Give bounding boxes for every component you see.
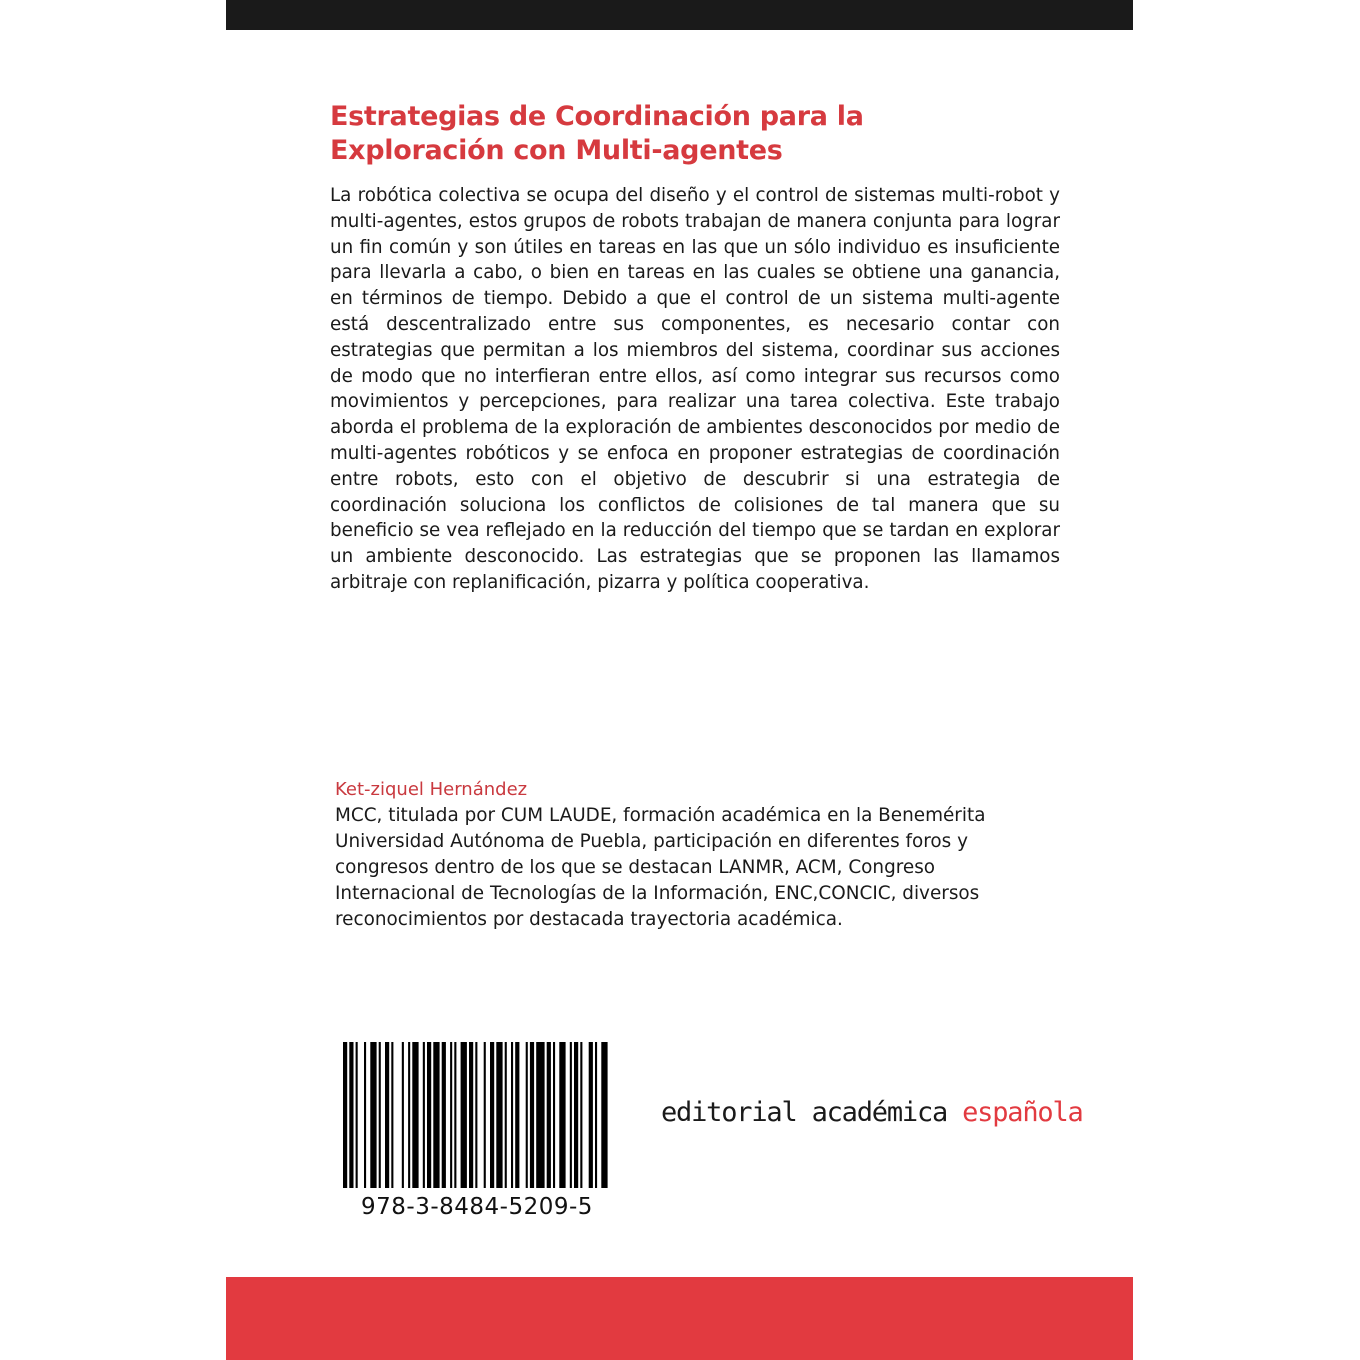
barcode-bar (511, 1042, 513, 1188)
barcode-bar (370, 1042, 376, 1188)
author-bio-line: congresos dentro de los que se destacan LANMR, ACM, Congreso (335, 857, 936, 878)
barcode-bar (379, 1042, 381, 1188)
isbn-barcode (341, 1040, 611, 1190)
publisher-word-espanola: española (962, 1097, 1083, 1128)
barcode-bar (484, 1042, 486, 1188)
publisher-logo (661, 1096, 1083, 1130)
barcode-bar (601, 1042, 607, 1188)
book-blurb: La robótica colectiva se ocupa del diseño y el control de sistemas multi-robot y multi-agentes, estos grupos de robots trabajan de manera conjunta para lograr un fin común y son útiles en tareas en las que un sólo individuo es insuficiente para llevarla a cabo, o bien en tareas en las cuales se obtiene una ganancia, en términos de tiempo. Debido a que el control de un sistema multi-agente está descentralizado entre sus componentes, es necesario contar con estrategias que permitan a los miembros del sistema, coordinar sus acciones de modo que no interfieran entre ellos, así como integrar sus recursos como movimientos y percepciones, para realizar una tarea colectiva. Este trabajo aborda el problema de la exploración de ambientes desconocidos por medio de multi-agentes robóticos y se enfoca en proponer estrategias de coordinación entre robots, esto con el objetivo de descubrir si una estrategia de coordinación soluciona los conflictos de colisiones de tal manera que su beneficio se vea reflejado en la reducción del tiempo que se tardan en explorar un ambiente desconocido. Las estrategias que se proponen las llamamos arbitraje con replanificación, pizarra y política cooperativa. (330, 185, 1060, 593)
barcode-bar (475, 1042, 477, 1188)
barcode-bar (454, 1042, 456, 1188)
barcode-bar (530, 1042, 534, 1188)
barcode-graphic (341, 1040, 611, 1190)
barcode-bar (356, 1042, 358, 1188)
barcode-bar (559, 1042, 565, 1188)
title-line-1: Estrategias de Coordinación para la (330, 101, 864, 132)
barcode-bar (490, 1042, 494, 1188)
publisher-word-academica: académica (811, 1097, 948, 1128)
top-band (226, 0, 1133, 30)
author-bio-line: reconocimientos por destacada trayectoria académica. (335, 909, 843, 930)
author-bio-line: Universidad Autónoma de Puebla, participación en diferentes foros y (335, 831, 968, 852)
publisher-word-editorial: editorial (661, 1097, 797, 1128)
barcode-bar (505, 1042, 507, 1188)
barcode-bar (423, 1042, 425, 1188)
barcode-bar (570, 1042, 572, 1188)
barcode-bar (402, 1042, 404, 1188)
author-bio-line: MCC, titulada por CUM LAUDE, formación académica en la Benemérita (335, 805, 986, 826)
barcode-bar (580, 1042, 582, 1188)
barcode-bar (364, 1042, 366, 1188)
barcode-bar (595, 1042, 597, 1188)
barcode-bar (547, 1042, 551, 1188)
barcode-bar (433, 1042, 439, 1188)
barcode-bar (427, 1042, 431, 1188)
barcode-bar (496, 1042, 502, 1188)
barcode-bar (574, 1042, 578, 1188)
barcode-bar (553, 1042, 555, 1188)
author-bio (335, 803, 1065, 933)
book-back-cover (226, 0, 1133, 1360)
barcode-bar (526, 1042, 528, 1188)
author-name: Ket-ziquel Hernández (335, 779, 528, 800)
book-title (330, 100, 1060, 168)
barcode-bar (450, 1042, 452, 1188)
bottom-band (226, 1277, 1133, 1360)
barcode-bar (412, 1042, 418, 1188)
barcode-bar (385, 1042, 389, 1188)
barcode-bar (515, 1042, 519, 1188)
barcode-bar (461, 1042, 467, 1188)
barcode-bar (589, 1042, 593, 1188)
author-bio-line: Internacional de Tecnologías de la Información, ENC,CONCIC, diversos (335, 883, 980, 904)
barcode-bar (391, 1042, 393, 1188)
barcode-bar (442, 1042, 446, 1188)
title-line-2: Exploración con Multi-agentes (330, 135, 783, 166)
barcode-bar (408, 1042, 410, 1188)
barcode-bar (469, 1042, 473, 1188)
barcode-bar (536, 1042, 544, 1188)
barcode-bar (343, 1042, 347, 1188)
barcode-bar (349, 1042, 353, 1188)
isbn-number: 978-3-8484-5209-5 (361, 1194, 593, 1220)
